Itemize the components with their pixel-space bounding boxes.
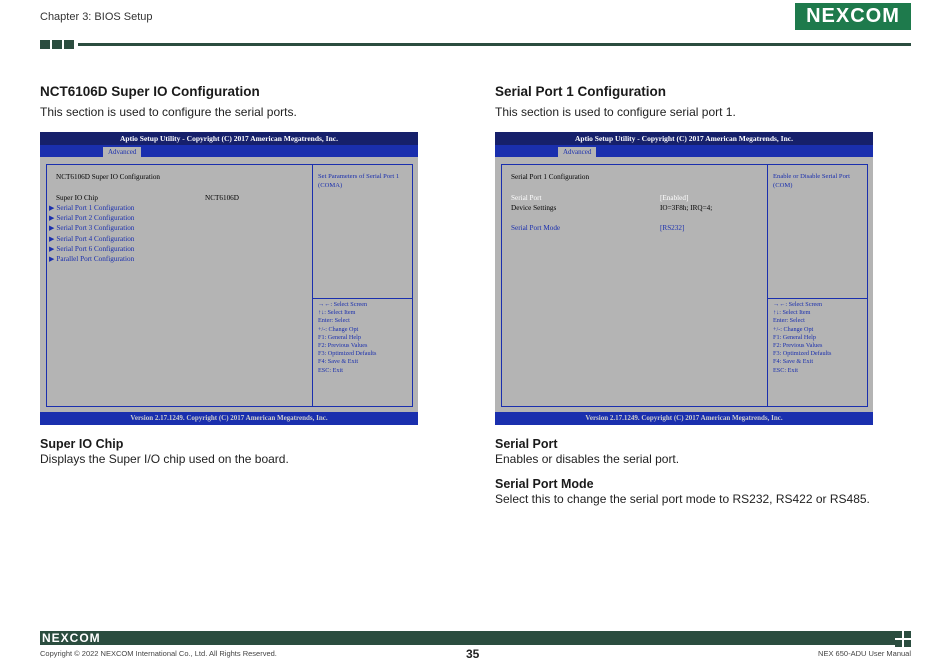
tab-advanced[interactable]: Advanced [558,147,596,157]
header-rule [78,43,911,46]
bios-option-label: Super IO Chip [56,193,98,202]
bios-option-value: [Enabled] [660,193,689,202]
bios-menu-row[interactable] [49,254,309,264]
header-squares [40,40,74,49]
bios-menu-row[interactable] [49,172,309,182]
right-item-serial-port [495,437,915,466]
bios-tab-bar [495,145,873,157]
bios-menu-row [49,182,309,192]
bios-menu-row[interactable] [49,213,309,223]
bios-tab-bar [40,145,418,157]
bios-menu-row[interactable] [504,223,764,233]
bios-key-hint: +/-: Change Opt [318,325,359,333]
bios-option-label: ▶ Serial Port 3 Configuration [49,224,135,233]
bios-key-hint: +/-: Change Opt [773,325,814,333]
bios-key-hint: Enter: Select [318,317,350,325]
bios-option-label: ▶ Serial Port 6 Configuration [49,245,135,254]
item-title: Super IO Chip [40,437,124,451]
bios-help-divider [767,298,868,299]
bios-menu-row[interactable] [49,234,309,244]
bios-menu-row [504,213,764,223]
nexcom-logo: NEXCOM [795,3,911,30]
bios-menu-row[interactable] [504,193,764,203]
bios-help-text: Set Parameters of Serial Port 1 (COMA) [318,173,400,189]
item-description: Select this to change the serial port mode to RS232, RS422 or RS485. [495,492,870,506]
bios-option-value: [RS232] [660,224,685,233]
bios-menu [49,172,309,265]
bios-divider [767,164,768,407]
footer-band [40,631,895,645]
bios-option-label: ▶ Parallel Port Configuration [49,255,135,264]
section-title: Serial Port 1 Configuration [495,84,667,99]
item-description: Enables or disables the serial port. [495,452,680,466]
bios-option-label: Serial Port 1 Configuration [511,173,590,181]
section-title: NCT6106D Super IO Configuration [40,84,260,99]
bios-key-hint: F4: Save & Exit [773,358,814,366]
bios-key-hint: F2: Previous Values [773,342,823,350]
bios-option-label: ▶ Serial Port 2 Configuration [49,214,135,223]
bios-menu-row[interactable] [49,244,309,254]
bios-option-label: Device Settings [511,203,557,212]
bios-key-hint: →←: Select Screen [773,301,823,308]
bios-screenshot [40,132,418,425]
right-section-header [495,84,875,119]
bios-key-hint: ↑↓: Select Item [773,309,811,317]
bios-footer: Version 2.17.1249. Copyright (C) 2017 American Megatrends, Inc. [495,412,873,425]
bios-key-hint: ESC: Exit [318,366,343,374]
bios-key-hint: F2: Previous Values [318,342,368,350]
bios-menu-row[interactable] [49,193,309,203]
section-description: This section is used to configure the serial ports. [40,105,297,119]
bios-title-bar: Aptio Setup Utility - Copyright (C) 2017 American Megatrends, Inc. [40,132,418,145]
manual-name: NEX 650-ADU User Manual [818,649,911,658]
bios-menu-row[interactable] [49,223,309,233]
item-title: Serial Port [495,437,558,451]
bios-help-text: Enable or Disable Serial Port (COM) [773,173,850,189]
left-section-header [40,84,420,119]
bios-option-label: Serial Port Mode [511,224,561,233]
bios-key-hint: ↑↓: Select Item [318,309,356,317]
bios-option-label: NCT6106D Super IO Configuration [56,173,161,181]
section-description: This section is used to configure serial port 1. [495,105,736,119]
tab-advanced[interactable]: Advanced [103,147,141,157]
bios-screenshot [495,132,873,425]
bios-menu-row[interactable] [49,203,309,213]
footer-logo: NEXCOM [42,631,101,645]
footer-squares [895,631,911,647]
bios-menu-row[interactable] [504,203,764,213]
bios-key-hint: F4: Save & Exit [318,358,359,366]
left-item-super-io-chip [40,437,460,466]
bios-option-label: ▶ Serial Port 4 Configuration [49,234,135,243]
right-item-serial-port-mode [495,477,915,506]
bios-key-hint: F1: General Help [773,333,816,341]
bios-key-hint: Enter: Select [773,317,805,325]
bios-key-legend [318,301,410,375]
bios-option-value: NCT6106D [205,193,239,202]
bios-help-divider [312,298,413,299]
bios-option-label: Serial Port [511,193,542,202]
item-title: Serial Port Mode [495,477,594,491]
bios-divider [312,164,313,407]
bios-footer: Version 2.17.1249. Copyright (C) 2017 American Megatrends, Inc. [40,412,418,425]
bios-title-bar: Aptio Setup Utility - Copyright (C) 2017 American Megatrends, Inc. [495,132,873,145]
item-description: Displays the Super I/O chip used on the board. [40,452,289,466]
bios-key-legend [773,301,865,375]
bios-menu-row [504,182,764,192]
bios-key-hint: F3: Optimized Defaults [773,350,832,358]
bios-menu-row[interactable] [504,172,764,182]
bios-key-hint: ESC: Exit [773,366,798,374]
page-number: 35 [466,647,480,661]
bios-key-hint: F3: Optimized Defaults [318,350,377,358]
bios-menu [504,172,764,234]
bios-key-hint: →←: Select Screen [318,301,368,308]
bios-option-value: IO=3F8h; IRQ=4; [660,203,713,212]
bios-option-label: ▶ Serial Port 1 Configuration [49,203,135,212]
chapter-label: Chapter 3: BIOS Setup [40,11,153,23]
bios-key-hint: F1: General Help [318,333,361,341]
footer-copyright: Copyright © 2022 NEXCOM International Co., Ltd. All Rights Reserved. [40,649,277,658]
